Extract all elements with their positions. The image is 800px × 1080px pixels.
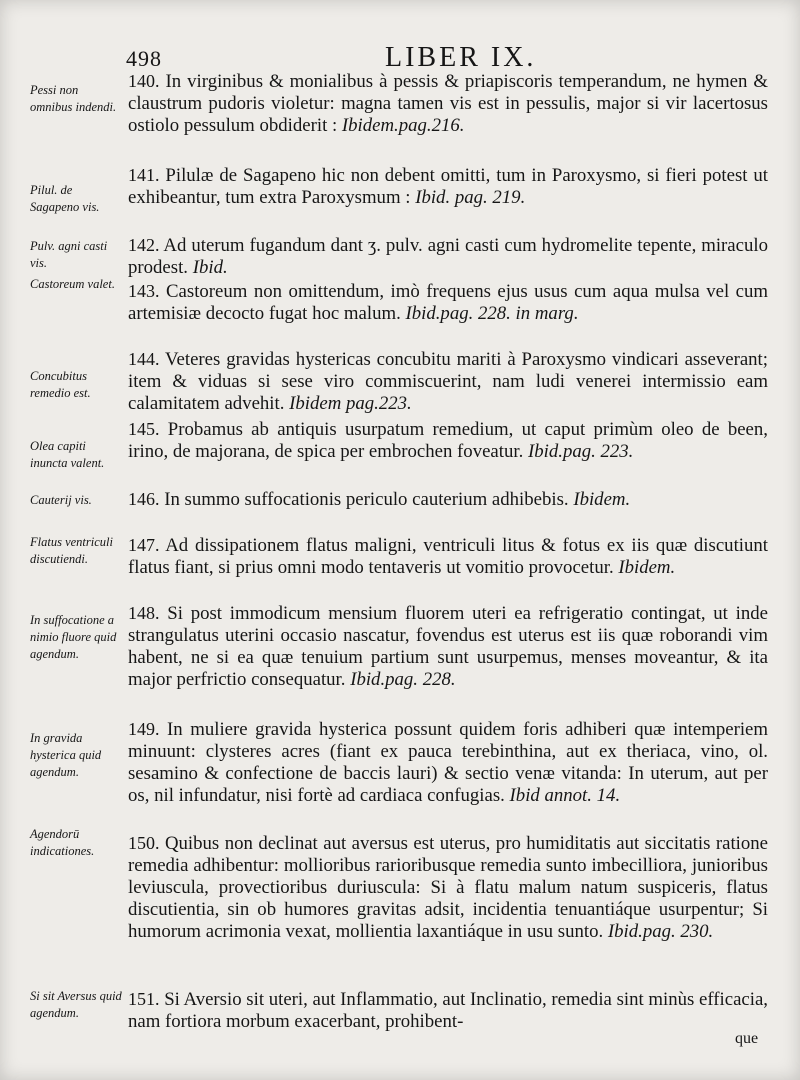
- margin-note: Olea capiti inuncta valent.: [30, 439, 105, 470]
- paragraph-text: Si Aversio sit uteri, aut Inflammatio, aut Inclinatio, remedia sint minùs efficacia, nam fortiora morbum exacerbant, prohibent-: [128, 989, 768, 1032]
- paragraph-reference: Ibidem.: [618, 557, 676, 578]
- paragraph-reference: Ibid annot. 14.: [509, 785, 621, 806]
- paragraph-number: 147.: [128, 535, 160, 555]
- paragraph-number: 146.: [128, 489, 160, 509]
- paragraph-number: 148.: [128, 603, 160, 623]
- paragraph-text: In summo suffocationis periculo cauterium adhibebis.: [164, 489, 569, 510]
- margin-note: Castoreum valet.: [30, 277, 115, 291]
- paragraph-142: [128, 234, 768, 279]
- margin-note: In gravida hysterica quid agendum.: [30, 731, 102, 779]
- margin-note: Si sit Aversus quid agendum.: [30, 989, 122, 1020]
- paragraph-reference: Ibid.pag. 230.: [607, 921, 714, 942]
- margin-note: Concubitus remedio est.: [30, 369, 91, 400]
- running-title: LIBER IX.: [385, 42, 537, 73]
- paragraph-text: In muliere gravida hysterica possunt quidem foris adhiberi quæ intemperiem minuunt: clysteres acres (fiant ex pauca terebinthina, aut ex theriaca, vino, ol. sesamino & confectione de baccis lauri) & sectio venæ vitanda: In uterum, aut per os, nil infundatur, nisi fortè ad cardiaca confugias.: [128, 719, 768, 806]
- paragraph-reference: Ibid.pag. 228.: [350, 669, 456, 690]
- margin-note: Agendorū indicationes.: [30, 827, 95, 858]
- paragraph-number: 144.: [128, 349, 160, 369]
- paragraph-number: 143.: [128, 281, 160, 301]
- paragraph-reference: Ibid. pag. 219.: [415, 187, 526, 208]
- paragraph-number: 142.: [128, 235, 160, 255]
- paragraph-text: Ad uterum fugandum dant ʒ. pulv. agni casti cum hydromelite tepente, miraculo prodest.: [128, 235, 768, 278]
- paragraph-text: Probamus ab antiquis usurpatum remedium, ut caput primùm oleo de been, irino, de majorana, de spica per embrochen foveatur.: [128, 419, 768, 462]
- paragraph-147: [128, 534, 768, 579]
- margin-note: Pilul. de Sagapeno vis.: [30, 183, 100, 214]
- catchword: que: [735, 1030, 759, 1047]
- paragraph-reference: Ibidem.pag.216.: [341, 115, 465, 136]
- margin-note: Flatus ventriculi discutiendi.: [30, 535, 113, 566]
- page-number: 498: [126, 46, 162, 71]
- paragraph-text: Pilulæ de Sagapeno hic non debent omitti, tum in Paroxysmo, si fieri potest ut exhibeantur, tum extra Paroxysmum :: [128, 165, 768, 208]
- paragraph-143: [128, 280, 768, 325]
- paragraph-number: 145.: [128, 419, 160, 439]
- paragraph-text: Veteres gravidas hystericas concubitu mariti à Paroxysmo vindicari asseverant; item & viduas si sese viro commiscuerint, nam ludi venerei intermissio eam calamitatem advehit.: [128, 349, 768, 414]
- paragraph-text: Quibus non declinat aut aversus est uterus, pro humiditatis aut siccitatis ratione remedia adhibentur: mollioribus rarioribusque remedia sunto imbecilliora, junioribus leviuscula, provectioribus duriuscula: Si à flatu malum natum suspiceris, flatus discutientia, sin ob humores gravitas adsit, incidentia tenuantiáque usurpentur; Si humorum acrimonia vexat, mollientia laxantiáque in usu sunto.: [128, 833, 768, 942]
- margin-note: Pessi non omnibus indendi.: [30, 83, 117, 114]
- margin-note: In suffocatione a nimio fluore quid agendum.: [30, 613, 117, 661]
- paragraph-number: 149.: [128, 719, 160, 739]
- paragraph-reference: Ibid.pag. 223.: [528, 441, 634, 462]
- paragraph-150: [128, 832, 768, 943]
- paragraph-145: [128, 418, 768, 463]
- paragraph-number: 151.: [128, 989, 160, 1009]
- paragraph-number: 141.: [128, 165, 160, 185]
- paragraph-reference: Ibidem.: [573, 489, 631, 510]
- paragraph-reference: Ibid.: [192, 257, 228, 278]
- paragraph-text: In virginibus & monialibus à pessis & priapiscoris temperandum, ne hymen & claustrum pudoris violetur: magna tamen vis est in pessulis, major si vir lacertosus ostiolo pessulum obdiderit :: [128, 71, 768, 136]
- paragraph-reference: Ibidem pag.223.: [289, 393, 412, 414]
- margin-note: Pulv. agni casti vis.: [30, 239, 108, 270]
- paragraph-140: [128, 70, 768, 137]
- paragraph-149: [128, 718, 768, 807]
- paragraph-151: [128, 988, 768, 1033]
- paragraph-text: Si post immodicum mensium fluorem uteri ea refrigeratio contingat, ut inde strangulatus uterini occasio nascatur, fovendus est uterus est iis quæ roborandi vim habent, ne si ea quæ tenuium partium sunt usurpemus, menses moveantur, & ita major perfrictio consequatur.: [128, 603, 768, 690]
- paragraph-number: 150.: [128, 833, 160, 853]
- paragraph-146: [128, 488, 768, 511]
- paragraph-148: [128, 602, 768, 691]
- margin-note: Cauterij vis.: [30, 493, 92, 507]
- paragraph-text: Castoreum non omittendum, imò frequens ejus usus cum aqua mulsa vel cum artemisiæ decocto fugat hoc malum.: [128, 281, 768, 324]
- paragraph-144: [128, 348, 768, 415]
- paragraph-reference: Ibid.pag. 228. in marg.: [405, 303, 579, 324]
- paragraph-141: [128, 164, 768, 209]
- paragraph-text: Ad dissipationem flatus maligni, ventriculi litus & fotus ex iis quæ discutiunt flatus fiant, si prius omni modo tentaveris ut vomitio provocetur.: [128, 535, 768, 578]
- paragraph-number: 140.: [128, 71, 160, 91]
